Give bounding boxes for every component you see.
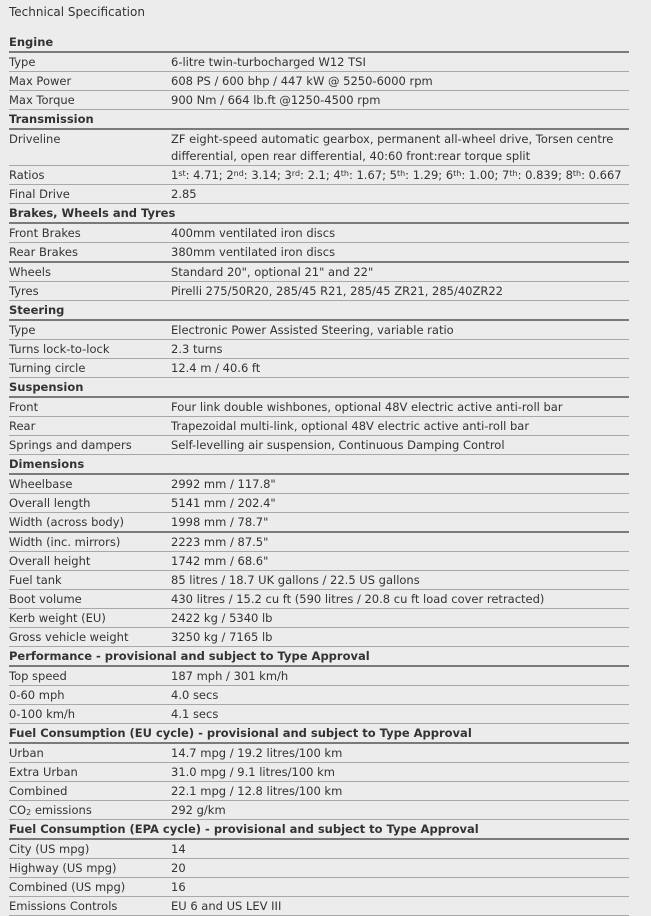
spec-row — [9, 359, 629, 378]
spec-row — [9, 840, 629, 859]
spec-value: 4.0 secs — [171, 688, 219, 702]
gear-number: 3 — [284, 168, 292, 182]
spec-row — [9, 321, 629, 340]
spec-label: 0-60 mph — [9, 688, 65, 702]
section-header: Brakes, Wheels and Tyres — [9, 204, 629, 224]
spec-value: EU 6 and US LEV III — [171, 899, 282, 913]
spec-row — [9, 552, 629, 571]
spec-value: 6-litre twin-turbocharged W12 TSI — [171, 55, 366, 69]
spec-label — [9, 802, 171, 819]
spec-label: Gross vehicle weight — [9, 630, 129, 644]
spec-row — [9, 436, 629, 455]
gear-ratio: 1.67 — [356, 168, 383, 182]
label-text: CO — [9, 803, 27, 817]
spec-value: 12.4 m / 40.6 ft — [171, 361, 261, 375]
spec-row — [9, 533, 629, 552]
spec-label: Emissions Controls — [9, 899, 118, 913]
spec-row — [9, 801, 629, 820]
spec-row — [9, 590, 629, 609]
spec-value: 2.3 turns — [171, 342, 223, 356]
spec-value: 2223 mm / 87.5" — [171, 535, 269, 549]
section-header: Transmission — [9, 110, 629, 130]
spec-value: 1998 mm / 78.7" — [171, 515, 269, 529]
spec-label: Combined (US mpg) — [9, 880, 126, 894]
spec-value: 16 — [171, 880, 186, 894]
spec-value: Pirelli 275/50R20, 285/45 R21, 285/45 ZR21, 285/40ZR22 — [171, 284, 503, 298]
spec-label: Turning circle — [9, 361, 86, 375]
spec-row — [9, 686, 629, 705]
spec-value: 400mm ventilated iron discs — [171, 226, 336, 240]
spec-value: Four link double wishbones, optional 48V electric active anti-roll bar — [171, 400, 563, 414]
spec-value: 1742 mm / 68.6" — [171, 554, 269, 568]
gear-suffix: nd — [233, 169, 244, 178]
spec-row — [9, 224, 629, 243]
spec-value: 187 mph / 301 km/h — [171, 669, 289, 683]
spec-row — [9, 513, 629, 533]
spec-label: Combined — [9, 784, 68, 798]
spec-label: Width (across body) — [9, 515, 124, 529]
gear-number: 1 — [171, 168, 179, 182]
spec-label: Extra Urban — [9, 765, 78, 779]
spec-label: Springs and dampers — [9, 438, 132, 452]
spec-value: 14.7 mpg / 19.2 litres/100 km — [171, 746, 343, 760]
spec-table — [9, 33, 629, 916]
section-header: Fuel Consumption (EPA cycle) - provisional and subject to Type Approval — [9, 820, 629, 840]
spec-value: Standard 20", optional 21" and 22" — [171, 265, 374, 279]
spec-value: 2.85 — [171, 187, 197, 201]
gear-number: 5 — [389, 168, 397, 182]
spec-label: Turns lock-to-lock — [9, 342, 110, 356]
spec-label: Rear Brakes — [9, 245, 78, 259]
spec-label: Max Torque — [9, 93, 75, 107]
spec-value: 380mm ventilated iron discs — [171, 245, 336, 259]
spec-row — [9, 53, 629, 72]
spec-value: Electronic Power Assisted Steering, variable ratio — [171, 323, 454, 337]
spec-label: Overall height — [9, 554, 91, 568]
gear-ratio: 3.14 — [251, 168, 277, 182]
spec-value: 2422 kg / 5340 lb — [171, 611, 273, 625]
spec-label: Highway (US mpg) — [9, 861, 117, 875]
spec-label: Fuel tank — [9, 573, 62, 587]
section-header: Engine — [9, 33, 629, 53]
spec-value: 608 PS / 600 bhp / 447 kW @ 5250-6000 rpm — [171, 74, 433, 88]
gear-ratio: 0.839 — [525, 168, 559, 182]
spec-label: Kerb weight (EU) — [9, 611, 106, 625]
spec-label: Overall length — [9, 496, 91, 510]
spec-label: Boot volume — [9, 592, 82, 606]
section-header: Steering — [9, 301, 629, 321]
gear-number: 4 — [333, 168, 341, 182]
spec-row — [9, 763, 629, 782]
spec-row — [9, 282, 629, 301]
spec-value: 20 — [171, 861, 186, 875]
spec-row — [9, 609, 629, 628]
spec-row — [9, 475, 629, 494]
section-header: Dimensions — [9, 455, 629, 475]
gear-number: 7 — [502, 168, 510, 182]
spec-row — [9, 263, 629, 282]
spec-value: 430 litres / 15.2 cu ft (590 litres / 20.8 cu ft load cover retracted) — [171, 592, 545, 606]
gear-number: 8 — [565, 168, 573, 182]
gear-suffix: th — [396, 169, 406, 178]
gear-ratio: 2.1 — [307, 168, 326, 182]
spec-label: Wheelbase — [9, 477, 73, 491]
gear-ratio: 0.667 — [588, 168, 622, 182]
spec-label: Final Drive — [9, 187, 70, 201]
gear-ratio: 1.00 — [468, 168, 495, 182]
gear-number: 6 — [445, 168, 454, 182]
spec-value: 85 litres / 18.7 UK gallons / 22.5 US gallons — [171, 573, 420, 587]
gear-ratio: 1.29 — [412, 168, 439, 182]
spec-value: 22.1 mpg / 12.8 litres/100 km — [171, 784, 343, 798]
section-header: Performance - provisional and subject to Type Approval — [9, 647, 629, 667]
spec-value: Self-levelling air suspension, Continuous Damping Control — [171, 438, 505, 452]
spec-value: Trapezoidal multi-link, optional 48V electric active anti-roll bar — [171, 419, 530, 433]
spec-row — [9, 130, 629, 166]
spec-row — [9, 243, 629, 263]
spec-label: Tyres — [9, 284, 39, 298]
spec-row — [9, 878, 629, 897]
spec-label: Rear — [9, 419, 36, 433]
section-header: Fuel Consumption (EU cycle) - provisional and subject to Type Approval — [9, 724, 629, 744]
gear-suffix: th — [340, 169, 349, 178]
spec-row — [9, 185, 629, 204]
gear-ratio: 4.71 — [193, 168, 219, 182]
page-title: Technical Specification — [9, 5, 145, 19]
gear-suffix: th — [572, 169, 582, 178]
spec-value: 31.0 mpg / 9.1 litres/100 km — [171, 765, 335, 779]
spec-value: ZF eight-speed automatic gearbox, permanent all-wheel drive, Torsen centre differential, open rear differential, 40:60 front:rear torque split — [171, 132, 614, 163]
spec-label: Front Brakes — [9, 226, 81, 240]
label-subscript: 2 — [26, 808, 32, 817]
spec-row — [9, 72, 629, 91]
spec-row — [9, 667, 629, 686]
spec-row — [9, 744, 629, 763]
spec-label: Type — [9, 323, 36, 337]
gear-suffix: th — [509, 169, 518, 178]
spec-row — [9, 166, 629, 185]
spec-row — [9, 705, 629, 724]
spec-label: Width (inc. mirrors) — [9, 535, 121, 549]
spec-value: 900 Nm / 664 lb.ft @1250-4500 rpm — [171, 93, 381, 107]
spec-row — [9, 340, 629, 359]
spec-value: 14 — [171, 842, 186, 856]
spec-row — [9, 782, 629, 801]
spec-label: Driveline — [9, 132, 61, 146]
spec-label: Top speed — [9, 669, 67, 683]
spec-row — [9, 494, 629, 513]
gear-suffix: th — [453, 169, 462, 178]
spec-label: Wheels — [9, 265, 51, 279]
gear-number: 2 — [226, 168, 234, 182]
spec-label: Type — [9, 55, 36, 69]
spec-label: Ratios — [9, 168, 45, 182]
spec-row — [9, 91, 629, 110]
spec-label: City (US mpg) — [9, 842, 90, 856]
spec-label: Urban — [9, 746, 44, 760]
spec-label: Max Power — [9, 74, 72, 88]
spec-row — [9, 571, 629, 590]
spec-row — [9, 897, 629, 916]
spec-label: Front — [9, 400, 39, 414]
section-header: Suspension — [9, 378, 629, 398]
spec-row — [9, 628, 629, 647]
spec-value: 4.1 secs — [171, 707, 219, 721]
spec-row — [9, 417, 629, 436]
spec-value: 1st: 4.71; 2nd: 3.14; 3rd: 2.1; 4th: 1.67; 5th: 1.29; 6th: 1.00; 7th: 0.839; 8th: 0.667 — [171, 168, 622, 182]
gear-suffix: st — [178, 169, 186, 178]
spec-value: 3250 kg / 7165 lb — [171, 630, 273, 644]
label-text: emissions — [31, 803, 92, 817]
gear-suffix: rd — [291, 169, 301, 178]
spec-value: 292 g/km — [171, 803, 226, 817]
spec-value: 2992 mm / 117.8" — [171, 477, 276, 491]
spec-label: 0-100 km/h — [9, 707, 76, 721]
spec-row — [9, 398, 629, 417]
spec-row — [9, 859, 629, 878]
spec-value: 5141 mm / 202.4" — [171, 496, 276, 510]
